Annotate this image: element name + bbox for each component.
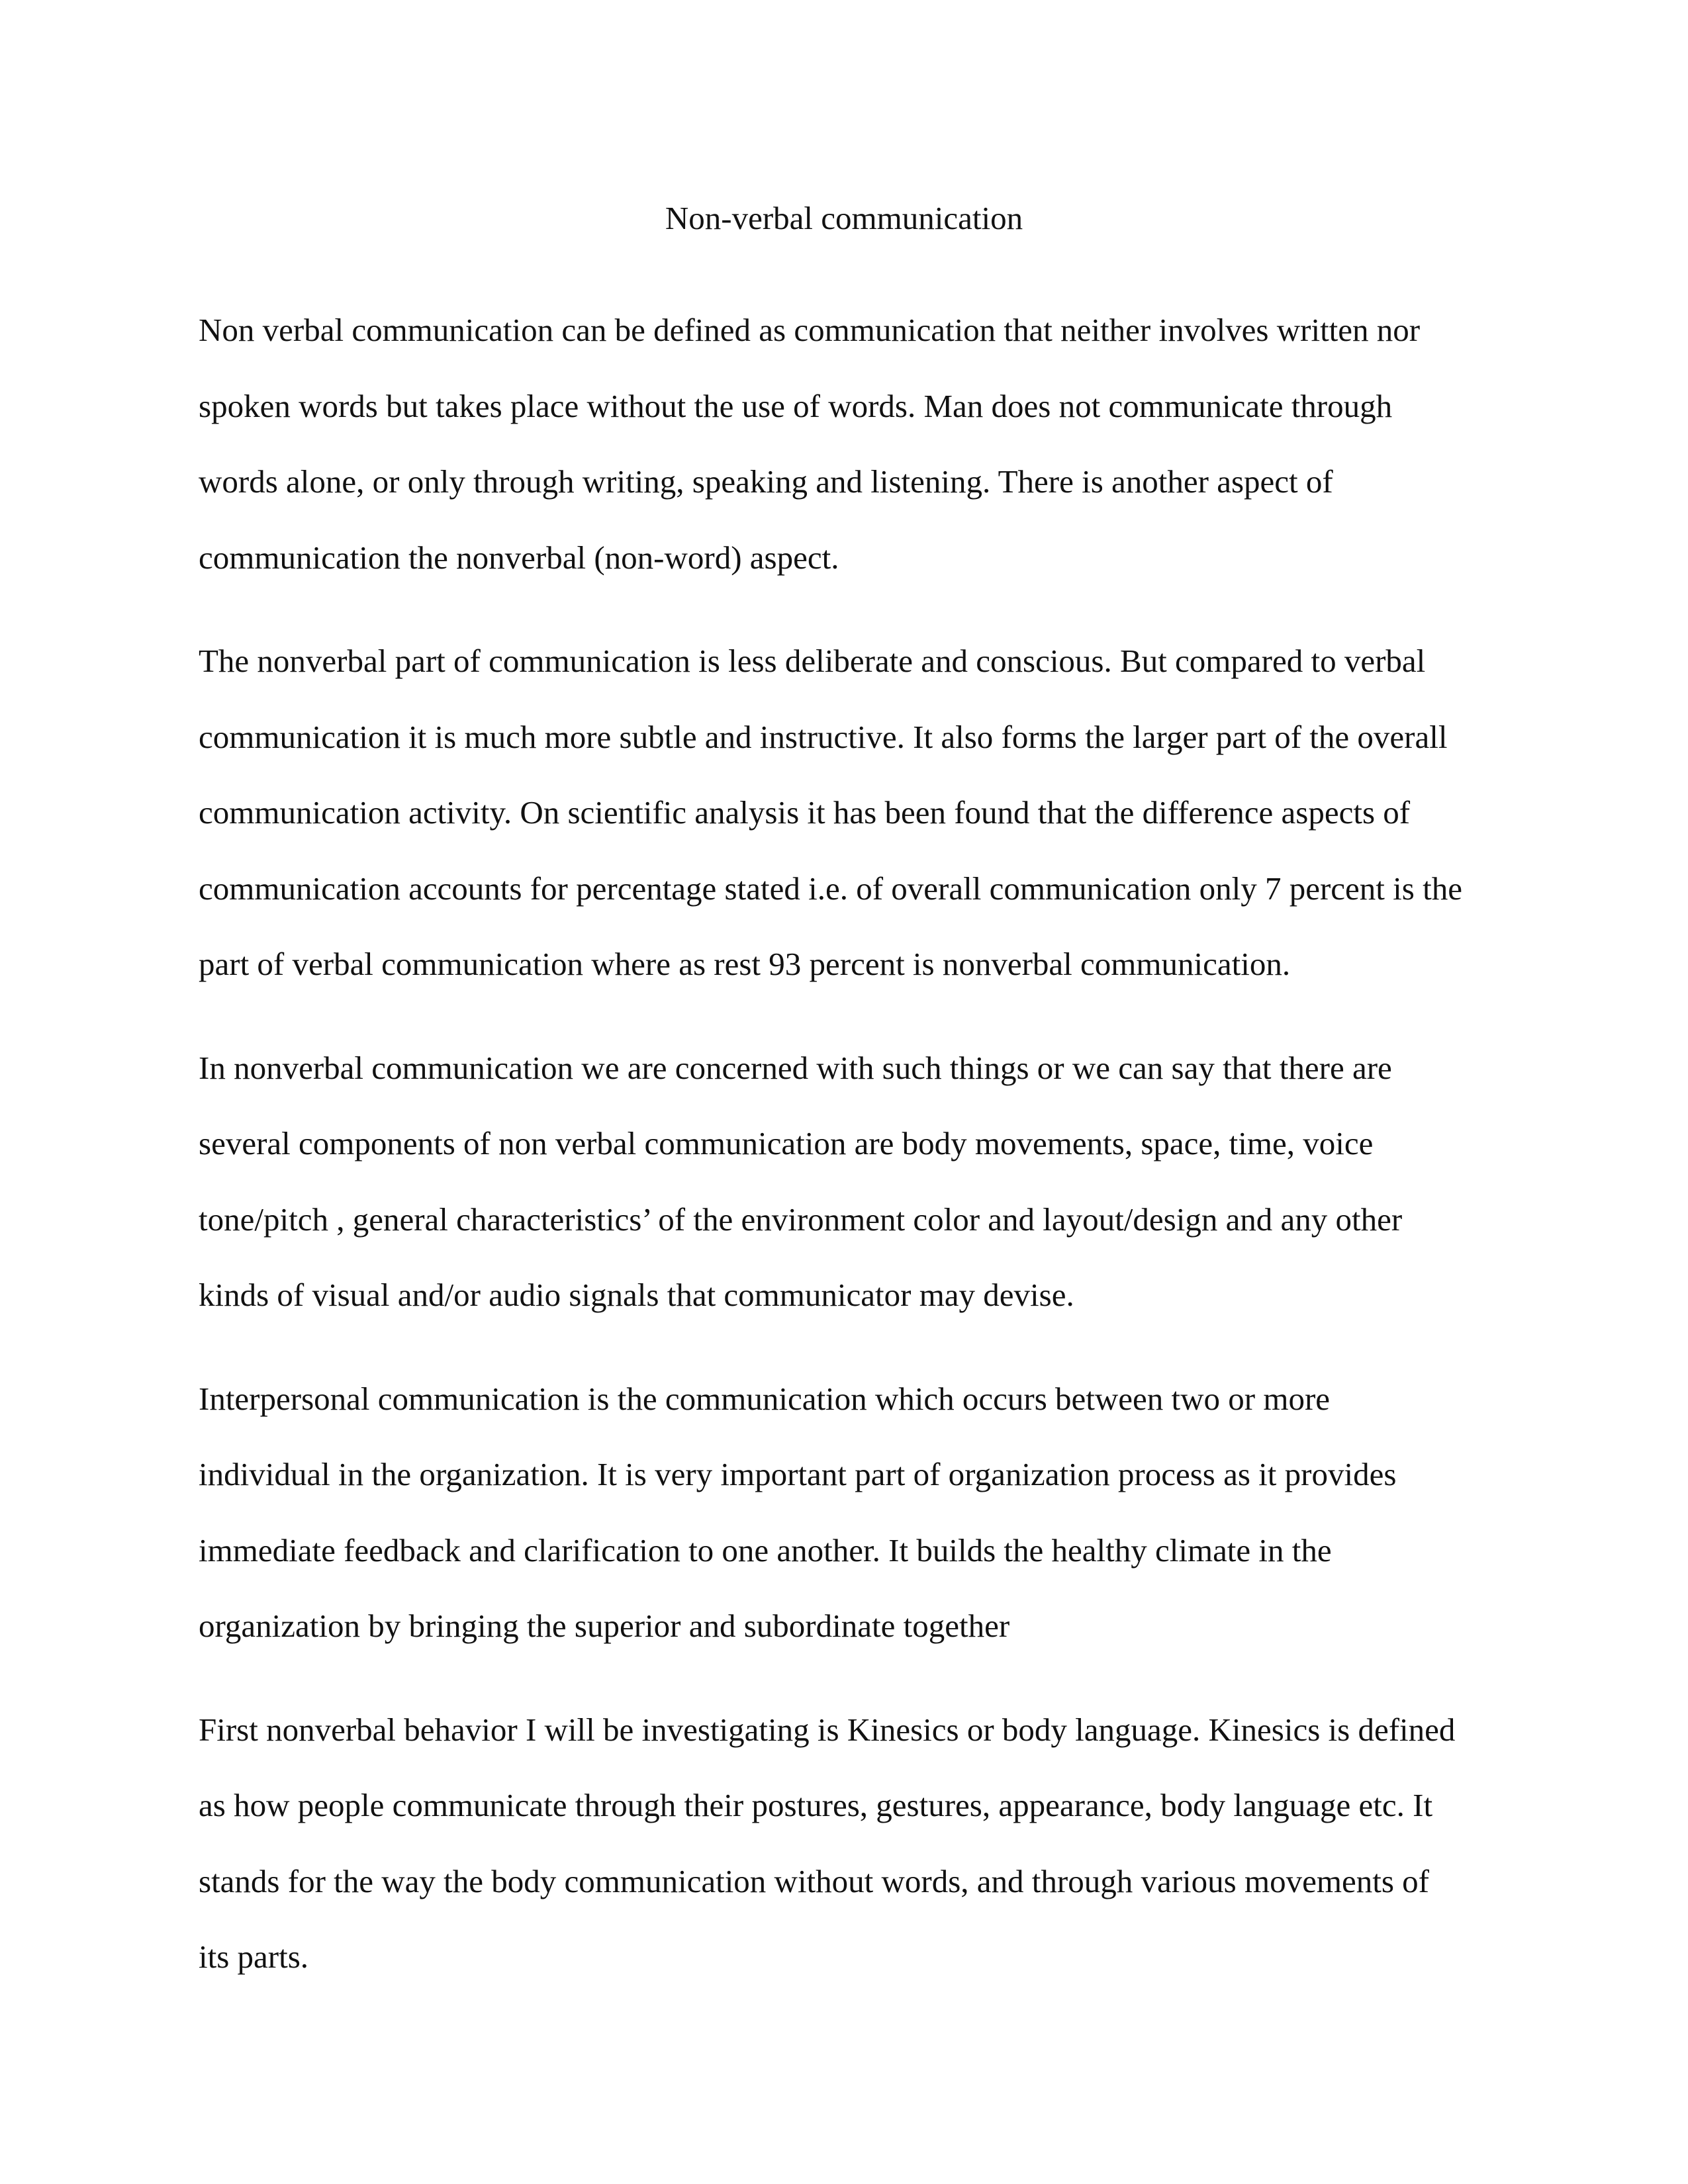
text-line: part of verbal communication where as rest 93 percent is nonverbal communication. [199,946,1291,982]
text-line: First nonverbal behavior I will be investigating is Kinesics or body language. Kinesics is defined [199,1711,1456,1748]
text-line: words alone, or only through writing, speaking and listening. There is another aspect of [199,463,1333,500]
text-line: organization by bringing the superior and subordinate together [199,1608,1010,1644]
text-line: immediate feedback and clarification to one another. It builds the healthy climate in the [199,1531,1332,1569]
text-line: as how people communicate through their postures, gestures, appearance, body language etc. It [199,1787,1433,1823]
paragraph-definition [199,293,1489,596]
document-body [199,293,1489,2023]
text-line: Interpersonal communication is the communication which occurs between two or more [199,1380,1331,1417]
text-line: its parts. [199,1938,309,1975]
text-line: communication the nonverbal (non-word) aspect. [199,539,839,576]
text-line: communication it is much more subtle and instructive. It also forms the larger part of the overall [199,718,1448,755]
text-line: individual in the organization. It is very important part of organization process as it provides [199,1456,1397,1492]
text-line: kinds of visual and/or audio signals that communicator may devise. [199,1277,1074,1313]
text-line: stands for the way the body communication without words, and through various movements of [199,1862,1429,1899]
document-title: Non-verbal communication [665,200,1023,236]
text-line: tone/pitch , general characteristics’ of the environment color and layout/design and any other [199,1201,1403,1238]
text-line: The nonverbal part of communication is less deliberate and conscious. But compared to verbal [199,643,1426,679]
paragraph-kinesics [199,1692,1489,1995]
text-line: Non verbal communication can be defined as communication that neither involves written nor [199,312,1421,348]
text-line: communication accounts for percentage stated i.e. of overall communication only 7 percent is the [199,870,1462,907]
paragraph-interpersonal [199,1361,1489,1664]
text-line: In nonverbal communication we are concerned with such things or we can say that there are [199,1049,1392,1086]
text-line: several components of non verbal communication are body movements, space, time, voice [199,1125,1374,1161]
paragraph-nonverbal-part [199,623,1489,1003]
text-line: spoken words but takes place without the use of words. Man does not communicate through [199,387,1393,424]
text-line: communication activity. On scientific analysis it has been found that the difference aspects of [199,794,1411,831]
paragraph-components [199,1030,1489,1334]
